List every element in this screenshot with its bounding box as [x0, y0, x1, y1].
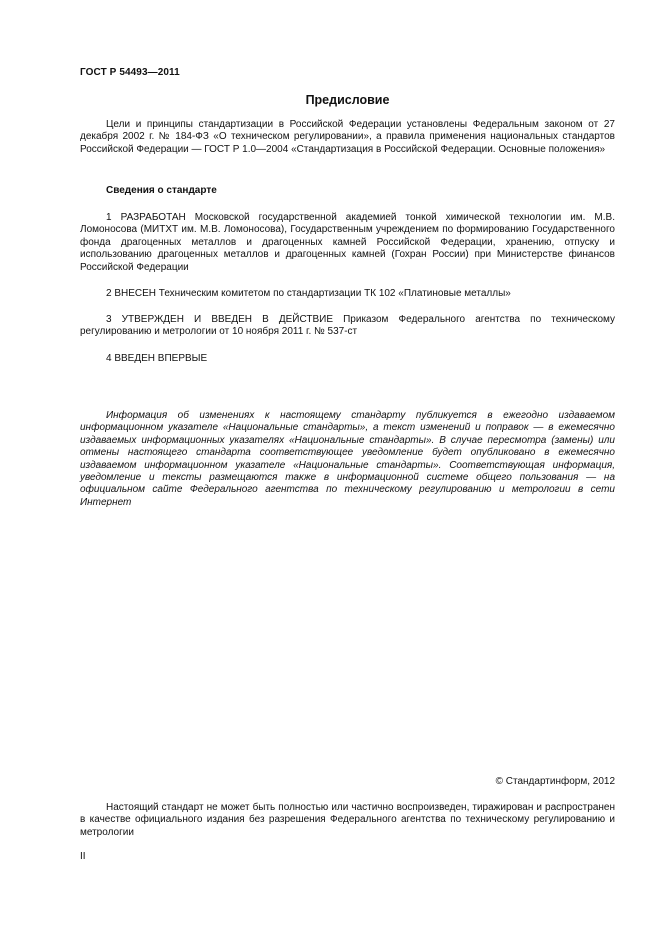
standard-info-item-3: 3 УТВЕРЖДЕН И ВВЕДЕН В ДЕЙСТВИЕ Приказом Федерального агентства по техническому регулированию и метрологии от 10 ноября 2011 г. № 537-ст: [80, 314, 615, 338]
standard-info-item-2: 2 ВНЕСЕН Техническим комитетом по стандартизации ТК 102 «Платиновые металлы»: [106, 288, 511, 299]
preface-title: Предисловие: [305, 93, 390, 107]
standard-code: ГОСТ Р 54493—2011: [80, 67, 180, 78]
standard-info-heading: Сведения о стандарте: [106, 185, 217, 196]
preface-intro: Цели и принципы стандартизации в Российской Федерации установлены Федеральным законом от 27 декабря 2002 г. № 184-ФЗ «О техническом регулировании», а правила применения национальных стандартов Российской Федерации — ГОСТ Р 1.0—2004 «Стандартизация в Российской Федерации. Основные положения»: [80, 119, 615, 155]
standard-info-item-1: 1 РАЗРАБОТАН Московской государственной академией тонкой химической технологии им. М.В. Ломоносова (МИТХТ им. М.В. Ломоносова), Государственным учреждением по формированию Государственного фонда драгоценных металлов и драгоценных камней Российской Федерации, хранению, отпуску и использованию драгоценных металлов и драгоценных камней (Гохран России) при Министерстве финансов Российской Федерации: [80, 212, 615, 273]
standard-info-item-4: 4 ВВЕДЕН ВПЕРВЫЕ: [106, 353, 208, 364]
amendments-notice: Информация об изменениях к настоящему стандарту публикуется в ежегодно издаваемом информационном указателе «Национальные стандарты», а текст изменений и поправок — в ежемесячно издаваемых информационных указателях «Национальные стандарты». В случае пересмотра (замены) или отмены настоящего стандарта соответствующее уведомление будет опубликовано в ежемесячно издаваемом информационном указателе «Национальные стандарты». Соответствующая информация, уведомление и тексты размещаются также в информационной системе общего пользования — на официальном сайте Федерального агентства по техническому регулированию и метрологии в сети Интернет: [80, 410, 615, 508]
copyright-notice: © Стандартинформ, 2012: [495, 776, 615, 787]
reproduction-rights-notice: Настоящий стандарт не может быть полностью или частично воспроизведен, тиражирован и распространен в качестве официального издания без разрешения Федерального агентства по техническому регулированию и метрологии: [80, 802, 615, 838]
page-number: II: [80, 851, 86, 862]
